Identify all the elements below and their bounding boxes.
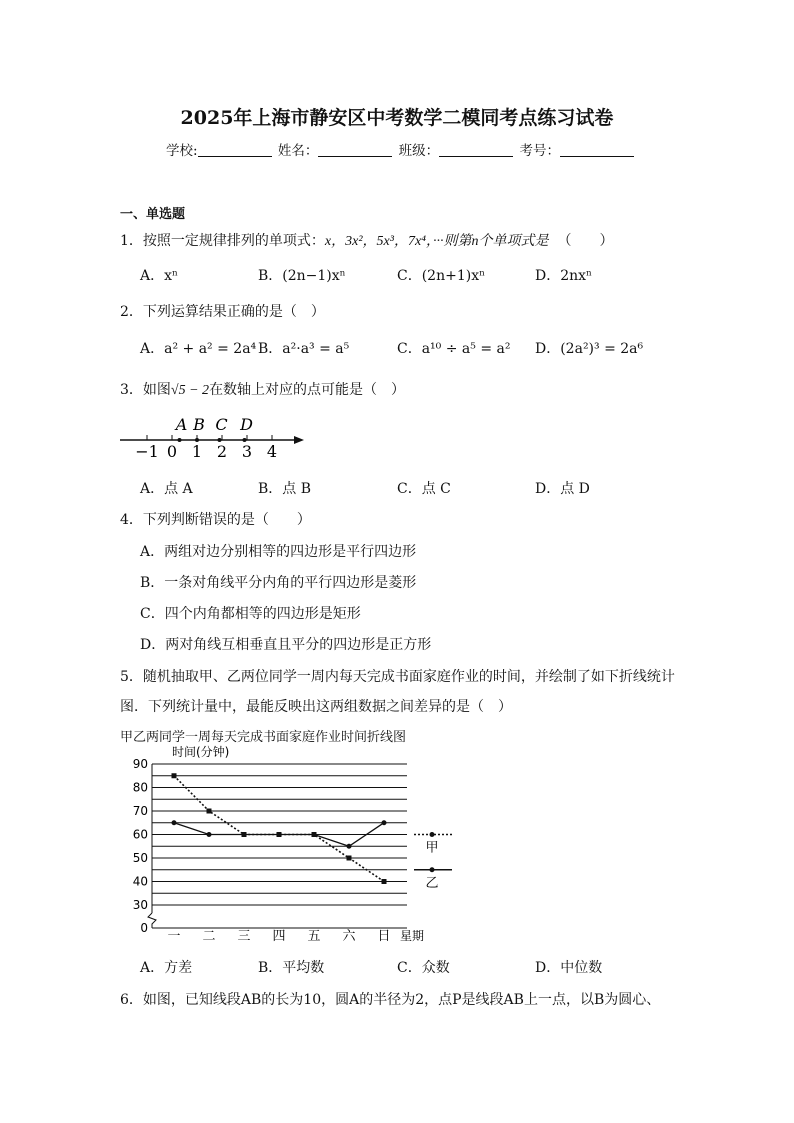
number-line-point-label: B: [193, 415, 205, 434]
q5-option-c[interactable]: C．众数: [397, 960, 450, 976]
y-tick-label: 30: [132, 898, 148, 912]
y-tick-label: 80: [132, 780, 148, 795]
y-tick-label: 0: [140, 921, 148, 935]
number-line-figure: [114, 412, 314, 462]
question-5-stem-line2: 图．下列统计量中，最能反映出这两组数据之间差异的是（ ）: [120, 699, 512, 715]
data-point-甲: [347, 856, 352, 861]
q5-option-b[interactable]: B．平均数: [258, 960, 325, 976]
number-line-points: [174, 415, 253, 442]
y-tick-labels: [133, 757, 148, 935]
question-3-stem: [120, 379, 405, 399]
data-point-甲: [207, 809, 212, 814]
q1-sequence: x，3x²，5x³，7x⁴，···则第n个单项式是: [324, 234, 549, 249]
class-blank[interactable]: [439, 142, 513, 157]
q1-prefix: 1．按照一定规律排列的单项式：: [120, 233, 325, 249]
legend-marker-乙: [430, 867, 435, 872]
y-tick-label: 50: [132, 851, 148, 865]
number-line-point: [218, 438, 222, 442]
legend-marker-甲: [430, 832, 435, 837]
q1-paren: （ ）: [557, 233, 614, 249]
chart-series: [172, 773, 387, 884]
q2-option-a[interactable]: A．a² + a² = 2a⁴: [140, 341, 257, 357]
y-axis-label: 时间(分钟): [172, 745, 230, 759]
legend-label-甲: 甲: [425, 840, 439, 856]
q3-option-a[interactable]: A．点 A: [140, 481, 193, 497]
x-axis-label: 星期: [400, 929, 425, 943]
q5-option-d[interactable]: D．中位数: [535, 960, 603, 976]
q1-option-b[interactable]: B．(2n−1)xⁿ: [258, 268, 346, 284]
q1-option-c[interactable]: C．(2n+1)xⁿ: [397, 268, 486, 284]
question-4-stem: 4．下列判断错误的是（ ）: [120, 512, 311, 528]
number-line-arrow: [294, 436, 304, 444]
question-5-stem-line1: 5．随机抽取甲、乙两位同学一周内每天完成书面家庭作业的时间，并绘制了如下折线统计: [120, 669, 675, 685]
x-tick-label: 五: [307, 929, 321, 944]
x-tick-label: 一: [167, 929, 181, 944]
chart-legend: [414, 832, 452, 891]
q3-prefix: 3．如图: [120, 382, 171, 398]
q5-option-a[interactable]: A．方差: [140, 960, 193, 976]
id-label: 考号：: [519, 143, 560, 159]
y-tick-label: 40: [132, 874, 148, 889]
data-point-乙: [207, 832, 212, 837]
data-point-乙: [172, 820, 177, 825]
id-blank[interactable]: [560, 142, 634, 157]
number-line-point-label: D: [240, 415, 253, 434]
number-line-tick-label: −1: [135, 442, 159, 461]
number-line-tick-label: 4: [266, 442, 278, 461]
data-point-甲: [382, 879, 387, 884]
data-point-甲: [172, 773, 177, 778]
q4-option-d[interactable]: D．两对角线互相垂直且平分的四边形是正方形: [140, 637, 432, 653]
number-line-ticks: [135, 435, 277, 461]
name-label: 姓名：: [277, 143, 319, 159]
number-line-point-label: A: [175, 415, 188, 434]
q2-option-c[interactable]: C．a¹⁰ ÷ a⁵ = a²: [397, 341, 511, 357]
question-6-stem: 6．如图，已知线段AB的长为10，圆A的半径为2，点P是线段AB上一点，以B为圆心、: [120, 992, 661, 1008]
number-line-tick-label: 0: [166, 442, 178, 461]
q2-option-d[interactable]: D．(2a²)³ = 2a⁶: [535, 341, 644, 357]
chart-grid: [148, 764, 407, 928]
number-line-point: [178, 438, 182, 442]
data-point-乙: [382, 820, 387, 825]
page-title: 2025年上海市静安区中考数学二模同考点练习试卷: [180, 107, 614, 129]
q4-option-a[interactable]: A．两组对边分别相等的四边形是平行四边形: [140, 544, 417, 560]
x-tick-labels: [167, 929, 390, 944]
q1-option-a[interactable]: A．xⁿ: [140, 268, 179, 284]
q3-suffix: 在数轴上对应的点可能是（ ）: [209, 382, 406, 398]
q4-option-b[interactable]: B．一条对角线平分内角的平行四边形是菱形: [140, 575, 417, 591]
series-line-甲: [174, 776, 384, 882]
x-tick-label: 三: [237, 929, 251, 944]
y-tick-label: 60: [132, 827, 148, 842]
line-chart: [114, 742, 464, 948]
axis-break-mark: [148, 913, 156, 928]
name-blank[interactable]: [318, 142, 392, 157]
number-line-point-label: C: [215, 415, 228, 434]
q3-option-c[interactable]: C．点 C: [397, 481, 451, 497]
number-line-tick-label: 1: [191, 442, 203, 461]
x-tick-label: 六: [342, 929, 356, 944]
q1-option-d[interactable]: D．2nxⁿ: [535, 268, 593, 284]
number-line-tick-label: 3: [241, 442, 253, 461]
x-tick-label: 四: [272, 929, 286, 944]
number-line-tick-label: 2: [216, 442, 228, 461]
q4-option-c[interactable]: C．四个内角都相等的四边形是矩形: [140, 606, 361, 622]
data-point-乙: [277, 832, 282, 837]
q3-option-b[interactable]: B．点 B: [258, 481, 312, 497]
number-line-point: [243, 438, 247, 442]
school-blank[interactable]: [198, 142, 272, 157]
number-line-point: [195, 438, 199, 442]
question-2-stem: 2．下列运算结果正确的是（ ）: [120, 304, 325, 320]
school-label: 学校:: [166, 143, 198, 159]
data-point-乙: [312, 832, 317, 837]
y-tick-label: 90: [132, 757, 148, 771]
question-1-stem: [120, 230, 613, 250]
q2-option-b[interactable]: B．a²·a³ = a⁵: [258, 341, 350, 357]
q3-option-d[interactable]: D．点 D: [535, 481, 590, 497]
y-tick-label: 70: [132, 804, 148, 818]
data-point-乙: [242, 832, 247, 837]
data-point-乙: [347, 844, 352, 849]
legend-label-乙: 乙: [425, 875, 439, 891]
x-tick-label: 日: [377, 929, 391, 944]
q3-expression: √5 − 2: [170, 383, 210, 398]
x-tick-label: 二: [202, 929, 216, 944]
class-label: 班级：: [398, 143, 440, 159]
section-heading: 一、单选题: [120, 207, 186, 222]
student-info-line: [166, 139, 636, 159]
chart-title: 甲乙两同学一周每天完成书面家庭作业时间折线图: [120, 730, 407, 745]
